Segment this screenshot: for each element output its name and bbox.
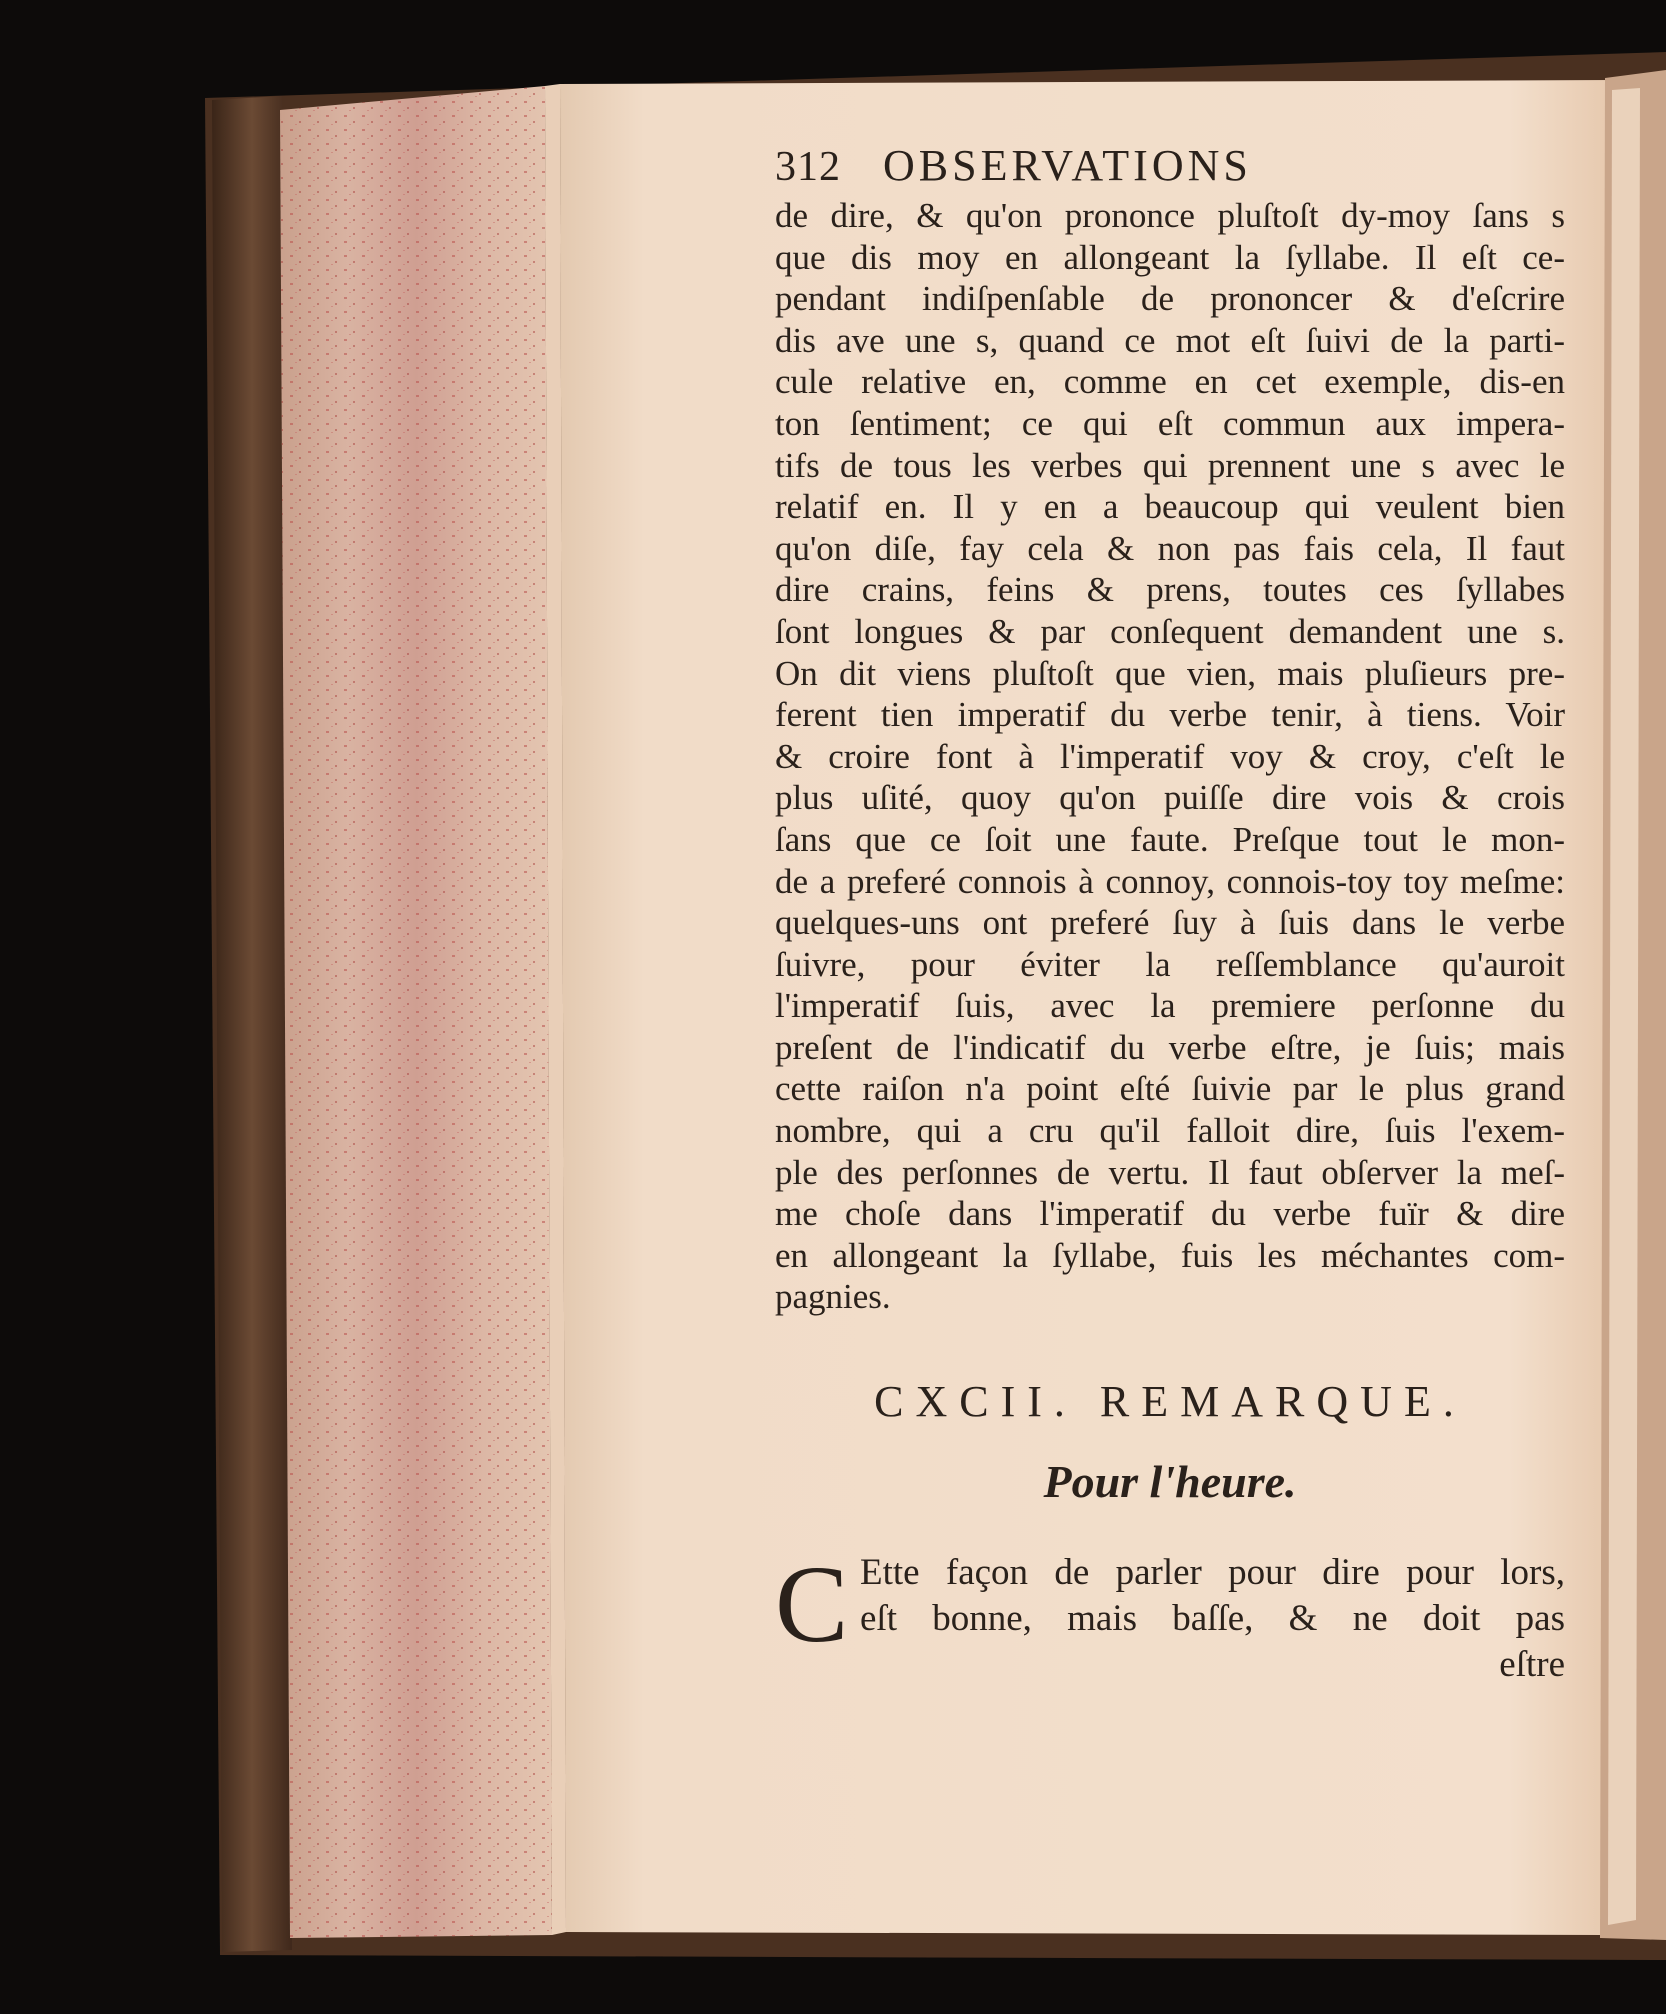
text-line: ple des perſonnes de vertu. Il faut obſerver la meſ-: [775, 1152, 1565, 1192]
catchword: eſtre: [1499, 1644, 1565, 1686]
paragraph-line: Ette façon de parler pour dire pour lors,: [860, 1552, 1565, 1594]
remarque-heading: CXCII. REMARQUE.: [874, 1377, 1466, 1427]
page-text-block: [775, 140, 1565, 1688]
text-line: pendant indiſpenſable de prononcer & d'eſcrire: [775, 279, 1565, 319]
text-line: plus uſité, quoy qu'on puiſſe dire vois & crois: [775, 778, 1565, 818]
remarque-paragraph: [775, 1543, 1565, 1688]
drop-cap: C: [775, 1543, 849, 1666]
text-line: ferent tien imperatif du verbe tenir, à tiens. Voir: [775, 695, 1565, 735]
running-head: [775, 140, 1565, 191]
text-line: dis ave une s, quand ce mot eſt ſuivi de la parti-: [775, 320, 1565, 360]
text-line: me choſe dans l'imperatif du verbe fuïr & dire: [775, 1194, 1565, 1234]
text-line: & croire font à l'imperatif voy & croy, c'eſt le: [775, 736, 1565, 776]
text-line: de a preferé connois à connoy, connois-toy toy meſme:: [775, 861, 1565, 901]
text-line: que dis moy en allongeant la ſyllabe. Il eſt ce-: [775, 237, 1565, 277]
text-line: ſont longues & par conſequent demandent une s.: [775, 611, 1565, 651]
text-line: en allongeant la ſyllabe, fuis les méchantes com-: [775, 1235, 1565, 1275]
text-line: ſans que ce ſoit une faute. Preſque tout le mon-: [775, 819, 1565, 859]
text-line: cette raiſon n'a point eſté ſuivie par le plus grand: [775, 1069, 1565, 1109]
running-title: OBSERVATIONS: [883, 141, 1252, 190]
text-line: pagnies.: [775, 1277, 891, 1317]
body-text: [775, 195, 1565, 1318]
text-line: ſuivre, pour éviter la reſſemblance qu'auroit: [775, 944, 1565, 984]
text-line: tifs de tous les verbes qui prennent une s avec le: [775, 445, 1565, 485]
text-line: de dire, & qu'on prononce pluſtoſt dy-moy ſans s: [775, 196, 1565, 235]
remarque-title: Pour l'heure.: [1043, 1456, 1297, 1508]
text-line: ton ſentiment; ce qui eſt commun aux impera-: [775, 403, 1565, 443]
text-line: preſent de l'indicatif du verbe eſtre, je ſuis; mais: [775, 1027, 1565, 1067]
text-line: quelques-uns ont preferé ſuy à ſuis dans le verbe: [775, 903, 1565, 943]
text-line: qu'on diſe, fay cela & non pas fais cela, Il faut: [775, 528, 1565, 568]
paragraph-line: eſt bonne, mais baſſe, & ne doit pas: [860, 1598, 1565, 1640]
text-line: relatif en. Il y en a beaucoup qui veulent bien: [775, 487, 1565, 527]
page-number: 312: [775, 144, 841, 190]
text-line: On dit viens pluſtoſt que vien, mais pluſieurs pre-: [775, 653, 1565, 693]
text-line: l'imperatif ſuis, avec la premiere perſonne du: [775, 986, 1565, 1026]
text-line: nombre, qui a cru qu'il falloit dire, ſuis l'exem-: [775, 1111, 1565, 1151]
text-line: cule relative en, comme en cet exemple, dis-en: [775, 362, 1565, 402]
text-line: dire crains, feins & prens, toutes ces ſyllabes: [775, 570, 1565, 610]
